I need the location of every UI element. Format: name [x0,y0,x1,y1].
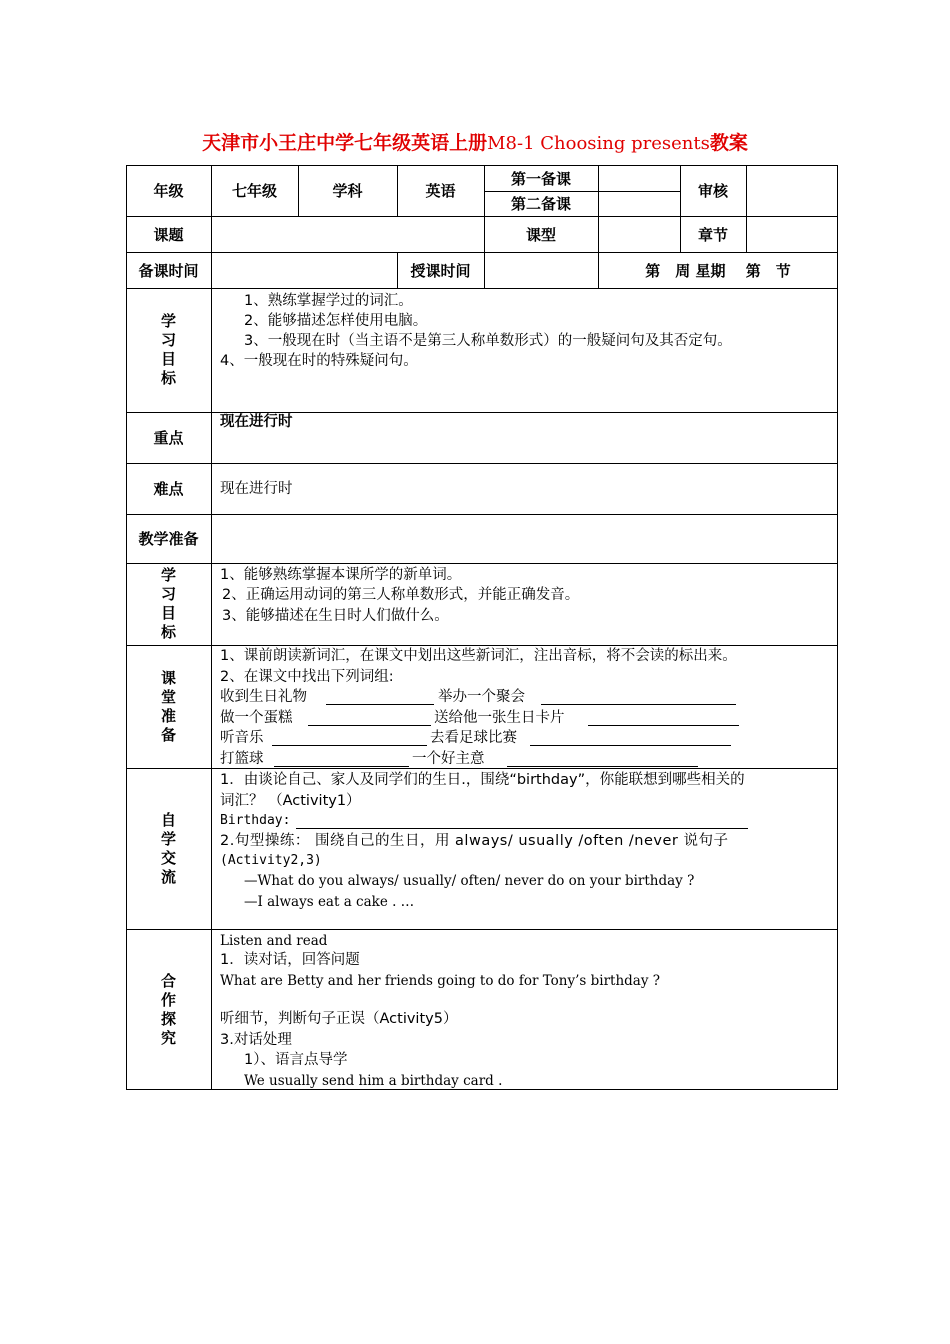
birthday-blank[interactable] [296,814,748,829]
prep-time-label: 备课时间 [138,261,199,280]
objective-line: 1、能够熟练掌握本课所学的新单词。 [220,567,462,583]
class-prep-line: 2、在课文中找出下列词组: [220,669,394,685]
objective-line: 3、一般现在时（当主语不是第三人称单数形式）的一般疑问句及其否定句。 [244,333,732,349]
answer-blank[interactable] [308,711,431,726]
phrase-item: 一个好主意 [412,751,485,767]
example-sentence: —I always eat a cake . … [244,894,415,910]
objective-line: 1、熟练掌握学过的词汇。 [244,293,413,309]
class-prep-label: 课 堂 准 备 [160,668,176,744]
document-title: 天津市小王庄中学七年级英语上册M8-1 Choosing presents教案 [202,132,748,154]
self-study-question: 2.句型操练： 围绕自己的生日，用 always/ usually /often /never 说句子 [220,833,729,849]
answer-blank[interactable] [507,752,698,767]
objective-line: 2、能够描述怎样使用电脑。 [244,313,428,329]
example-sentence: —What do you always/ usually/ often/ never do on your birthday ? [244,873,695,889]
schedule-text: 第 周 星期 第 节 [645,261,791,280]
objective-line: 4、一般现在时的特殊疑问句。 [220,353,418,369]
objectives-label-2: 学 习 目 标 [160,566,176,641]
self-study-question: 1．由谈论自己、家人及同学们的生日.，围绕“birthday”，你能联想到哪些相关的 [220,772,745,788]
objective-line: 3、能够描述在生日时人们做什么。 [222,608,449,624]
answer-blank[interactable] [326,690,434,705]
answer-blank[interactable] [588,711,739,726]
chapter-label: 章节 [697,225,728,244]
phrase-item: 做一个蛋糕 [220,710,293,726]
lesson-type-label: 课型 [525,225,556,244]
answer-blank[interactable] [541,690,736,705]
cooperate-line: 1．读对话，回答问题 [220,952,360,968]
birthday-prompt: Birthday: [220,813,291,828]
first-prep-label: 第一备课 [510,169,571,188]
class-prep-line: 1、课前朗读新词汇，在课文中划出这些新词汇，注出音标，将不会读的标出来。 [220,648,737,664]
grade-label: 年级 [153,182,184,200]
phrase-item: 送给他一张生日卡片 [434,710,565,726]
teaching-prep-label: 教学准备 [138,530,199,548]
subject-label: 学科 [332,182,363,200]
review-label: 审核 [697,182,728,200]
grade-value: 七年级 [231,182,277,200]
phrase-item: 举办一个聚会 [438,689,525,705]
difficulty-value: 现在进行时 [220,481,293,497]
teach-time-label: 授课时间 [410,261,471,280]
objectives-label: 学 习 目 标 [160,312,176,387]
self-study-question: 词汇？ （Activity1） [220,793,361,809]
cooperate-line: 3.对话处理 [220,1032,292,1048]
answer-blank[interactable] [274,752,409,767]
cooperate-label: 合 作 探 究 [160,971,176,1047]
key-point-value: 现在进行时 [220,414,293,430]
cooperate-line: We usually send him a birthday card . [244,1073,503,1089]
answer-blank[interactable] [530,731,731,746]
phrase-item: 听音乐 [220,730,264,746]
self-study-label: 自 学 交 流 [160,810,176,886]
phrase-item: 收到生日礼物 [220,689,307,705]
key-point-label: 重点 [153,429,184,447]
topic-label: 课题 [153,225,184,244]
phrase-item: 去看足球比赛 [430,730,517,746]
phrase-item: 打篮球 [220,751,264,767]
answer-blank[interactable] [272,731,427,746]
cooperate-line: What are Betty and her friends going to do for Tony’s birthday ? [220,973,660,989]
cooperate-line: 听细节，判断句子正误（Activity5） [220,1011,458,1027]
self-study-question: (Activity2,3) [220,853,322,868]
cooperate-line: 1）、语言点导学 [244,1052,348,1068]
objective-line: 2、正确运用动词的第三人称单数形式，并能正确发音。 [222,587,580,603]
cooperate-line: Listen and read [220,933,328,949]
difficulty-label: 难点 [153,480,184,498]
subject-value: 英语 [425,182,456,200]
second-prep-label: 第二备课 [510,195,571,213]
